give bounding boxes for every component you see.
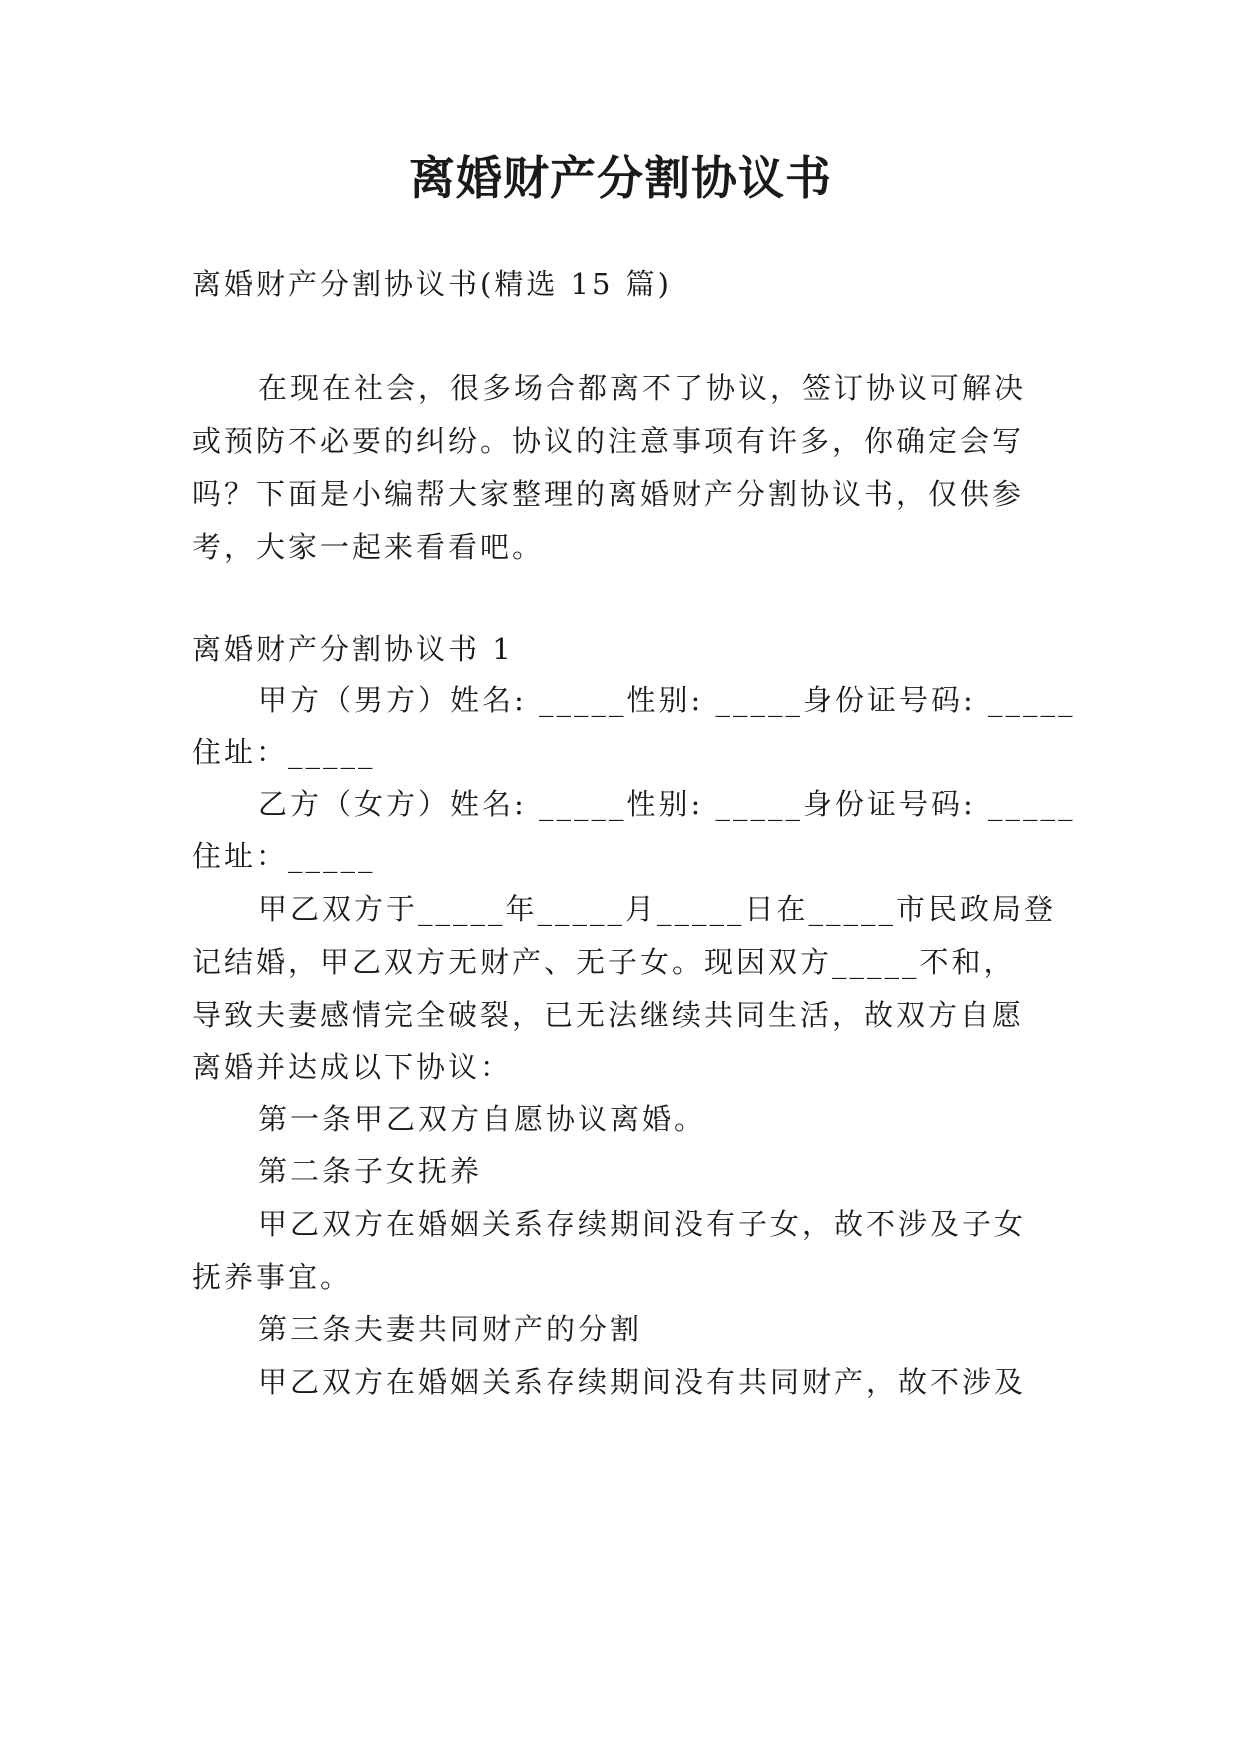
article-3-heading: 第三条夫妻共同财产的分割	[258, 1312, 643, 1346]
party-a-address: 住址：_____	[192, 735, 376, 769]
body-line: 离婚并达成以下协议：	[192, 1050, 513, 1084]
intro-line: 在现在社会，很多场合都离不了协议，签订协议可解决	[258, 371, 1027, 405]
intro-line: 或预防不必要的纠纷。协议的注意事项有许多，你确定会写	[192, 424, 1025, 458]
body-line: 甲乙双方于_____年_____月_____日在_____市民政局登	[258, 892, 1057, 926]
body-line: 记结婚，甲乙双方无财产、无子女。现因双方_____不和，	[192, 945, 1016, 979]
document-title: 离婚财产分割协议书	[409, 151, 832, 205]
article-2-heading: 第二条子女抚养	[258, 1154, 483, 1188]
article-3-text: 甲乙双方在婚姻关系存续期间没有共同财产，故不涉及	[258, 1365, 1027, 1399]
article-1: 第一条甲乙双方自愿协议离婚。	[258, 1102, 707, 1136]
party-b-line: 乙方（女方）姓名: _____性别: _____身份证号码: _____	[258, 787, 1076, 821]
party-b-address: 住址：_____	[192, 839, 376, 873]
party-a-line: 甲方（男方）姓名: _____性别: _____身份证号码: _____	[258, 683, 1076, 717]
intro-line: 吗？下面是小编帮大家整理的离婚财产分割协议书，仅供参	[192, 477, 1025, 511]
document-subtitle: 离婚财产分割协议书(精选 15 篇)	[192, 267, 672, 301]
article-2-text: 甲乙双方在婚姻关系存续期间没有子女，故不涉及子女	[258, 1207, 1027, 1241]
intro-line: 考，大家一起来看看吧。	[192, 530, 545, 564]
section-heading: 离婚财产分割协议书 1	[192, 632, 514, 666]
body-line: 导致夫妻感情完全破裂，已无法继续共同生活，故双方自愿	[192, 998, 1025, 1032]
article-2-text: 抚养事宜。	[192, 1260, 353, 1294]
